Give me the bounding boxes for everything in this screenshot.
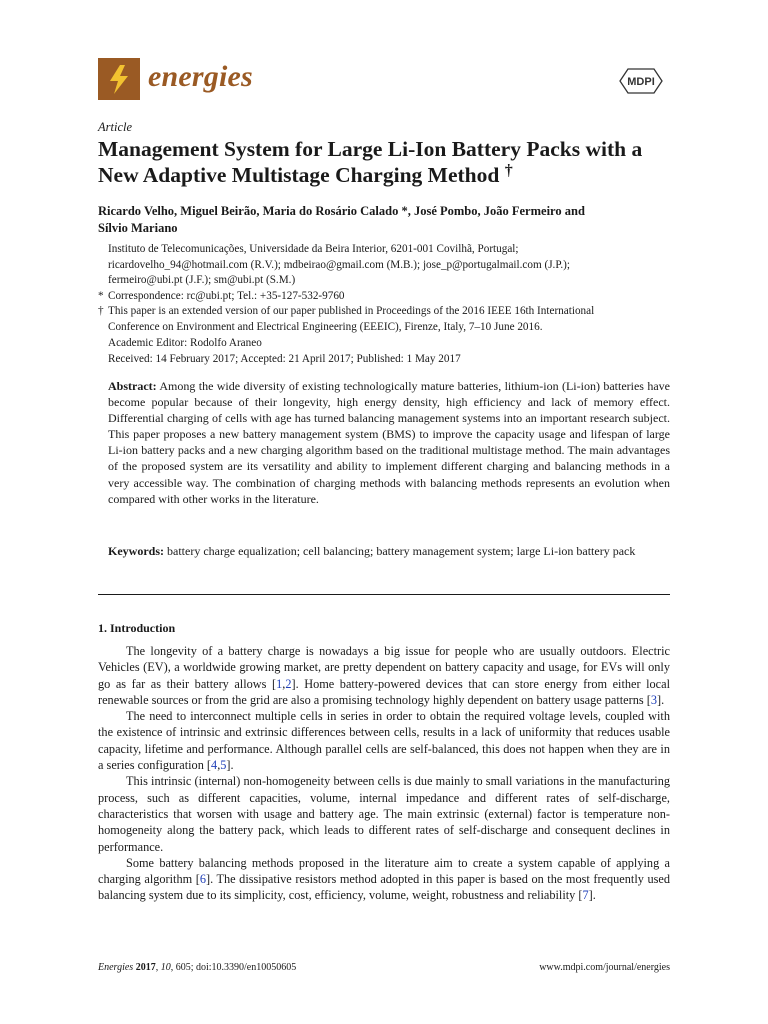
keywords-label: Keywords: — [108, 544, 164, 558]
mdpi-logo-text: MDPI — [627, 76, 655, 88]
correspondence-row — [98, 289, 670, 305]
citation-link[interactable]: 5 — [220, 758, 227, 773]
citation-link[interactable]: 6 — [199, 872, 206, 887]
authors-line: Sílvio Mariano — [98, 221, 178, 235]
extended-version-note — [98, 304, 670, 335]
author-list — [98, 203, 670, 237]
authors-line: Ricardo Velho, Miguel Beirão, Maria do Rosário Calado *, José Pombo, João Fermeiro and — [98, 204, 585, 218]
journal-header — [98, 58, 670, 102]
abstract-label: Abstract: — [108, 379, 157, 393]
note-line: This paper is an extended version of our paper published in Proceedings of the 2016 IEEE 16th International — [108, 305, 595, 318]
page-footer — [98, 962, 670, 973]
journal-name[interactable]: energies — [148, 60, 253, 93]
paragraph: The need to interconnect multiple cells in series in order to obtain the required voltage levels, coupled with the existence of intrinsic and extrinsic differences between cells, results in a lack of uniformity that reduces usable capacity, lifetime and performance. Although parallel cells are self-balanced, this does not happen when they are in a series configuration [4,5]. — [98, 709, 670, 773]
citation-link[interactable]: 4 — [211, 758, 218, 773]
lightning-bolt-icon — [98, 58, 140, 100]
paragraph: Some battery balancing methods proposed in the literature aim to create a system capable of applying a charging algorithm [6]. The dissipative resistors method adopted in this paper is based on the most frequently used balancing system due to its simplicity, cost, efficiency, volume, weight, robustness and reliability [7]. — [98, 855, 670, 903]
journal-url[interactable]: www.mdpi.com/journal/energies — [539, 962, 670, 973]
citation-info: Energies 2017, 10, 605; doi:10.3390/en10050605 — [98, 962, 297, 973]
academic-editor: Academic Editor: Rodolfo Araneo — [108, 337, 262, 349]
affiliations — [98, 242, 670, 336]
abstract-text: Among the wide diversity of existing technologically mature batteries, lithium-ion (Li-ion) batteries have become popular because of their longevity, high energy density, high efficiency and lack of memory effect. Differential charging of cells with age has turned balancing management systems into an important research subject. This paper proposes a new battery management system (BMS) to improve the capacity usage and lifespan of large Li-ion battery packs and a new charging algorithm based on the traditional multistage method. The main advantages of the proposed system are its versatility and ability to implement different charging and balancing methods in a very accessible way. The combination of charging methods with balancing methods represents an evolution when compared with other works in the literature. — [108, 379, 670, 506]
affiliation-line: Instituto de Telecomunicações, Universidade da Beira Interior, 6201-001 Covilhã, Portugal; — [108, 243, 519, 255]
correspondence-mark: * — [98, 289, 104, 302]
citation-link[interactable]: 3 — [650, 692, 657, 707]
abstract — [108, 378, 670, 507]
keywords — [108, 543, 670, 559]
citation-link[interactable]: 7 — [582, 888, 589, 903]
article-type: Article — [98, 120, 133, 134]
mdpi-logo[interactable] — [612, 66, 670, 96]
publication-dates: Received: 14 February 2017; Accepted: 21 April 2017; Published: 1 May 2017 — [108, 352, 461, 365]
section-divider — [98, 594, 670, 595]
affiliation-emails: ricardovelho_94@hotmail.com (R.V.); mdbeirao@gmail.com (M.B.); jose_p@portugalmail.com (J.P.); — [108, 258, 570, 271]
note-line: Conference on Environment and Electrical Engineering (EEEIC), Firenze, Italy, 7–10 June 2016. — [108, 320, 543, 333]
citation-link[interactable]: 1 — [276, 676, 283, 691]
paper-title — [98, 136, 678, 188]
citation-link[interactable]: 2 — [285, 676, 292, 691]
correspondence-text: Correspondence: rc@ubi.pt; Tel.: +35-127-532-9760 — [108, 289, 345, 302]
title-footnote-mark: † — [504, 162, 513, 179]
keywords-text: battery charge equalization; cell balancing; battery management system; large Li-ion battery pack — [164, 544, 636, 558]
paragraph: This intrinsic (internal) non-homogeneity between cells is due mainly to small variations in the manufacturing process, such as different capacities, volume, internal impedance and different rates of self-discharge, characteristics that worsen with usage and battery age. The main extrinsic (external) factor is temperature non-homogeneity along the battery pack, which leads to different rates of self-discharge and consequent declines in performance. — [98, 774, 670, 854]
paper-title-text: Management System for Large Li-Ion Battery Packs with a New Adaptive Multistage Charging Method — [98, 137, 643, 187]
paragraph: The longevity of a battery charge is nowadays a big issue for people who are usually outdoors. Electric Vehicles (EV), a worldwide growing market, are pretty dependent on battery capacity and usage, for EVs will only go as far as their battery allows [1,2]. Home battery-powered devices that can store energy from either local renewable sources or from the grid are also a promising technology highly dependent on battery usage patterns [3]. — [98, 644, 671, 707]
section-body — [98, 643, 670, 904]
publication-meta — [108, 336, 668, 367]
note-mark: † — [98, 305, 104, 318]
affiliation-emails: fermeiro@ubi.pt (J.F.); sm@ubi.pt (S.M.) — [108, 274, 296, 287]
section-title: 1. Introduction — [98, 621, 176, 635]
